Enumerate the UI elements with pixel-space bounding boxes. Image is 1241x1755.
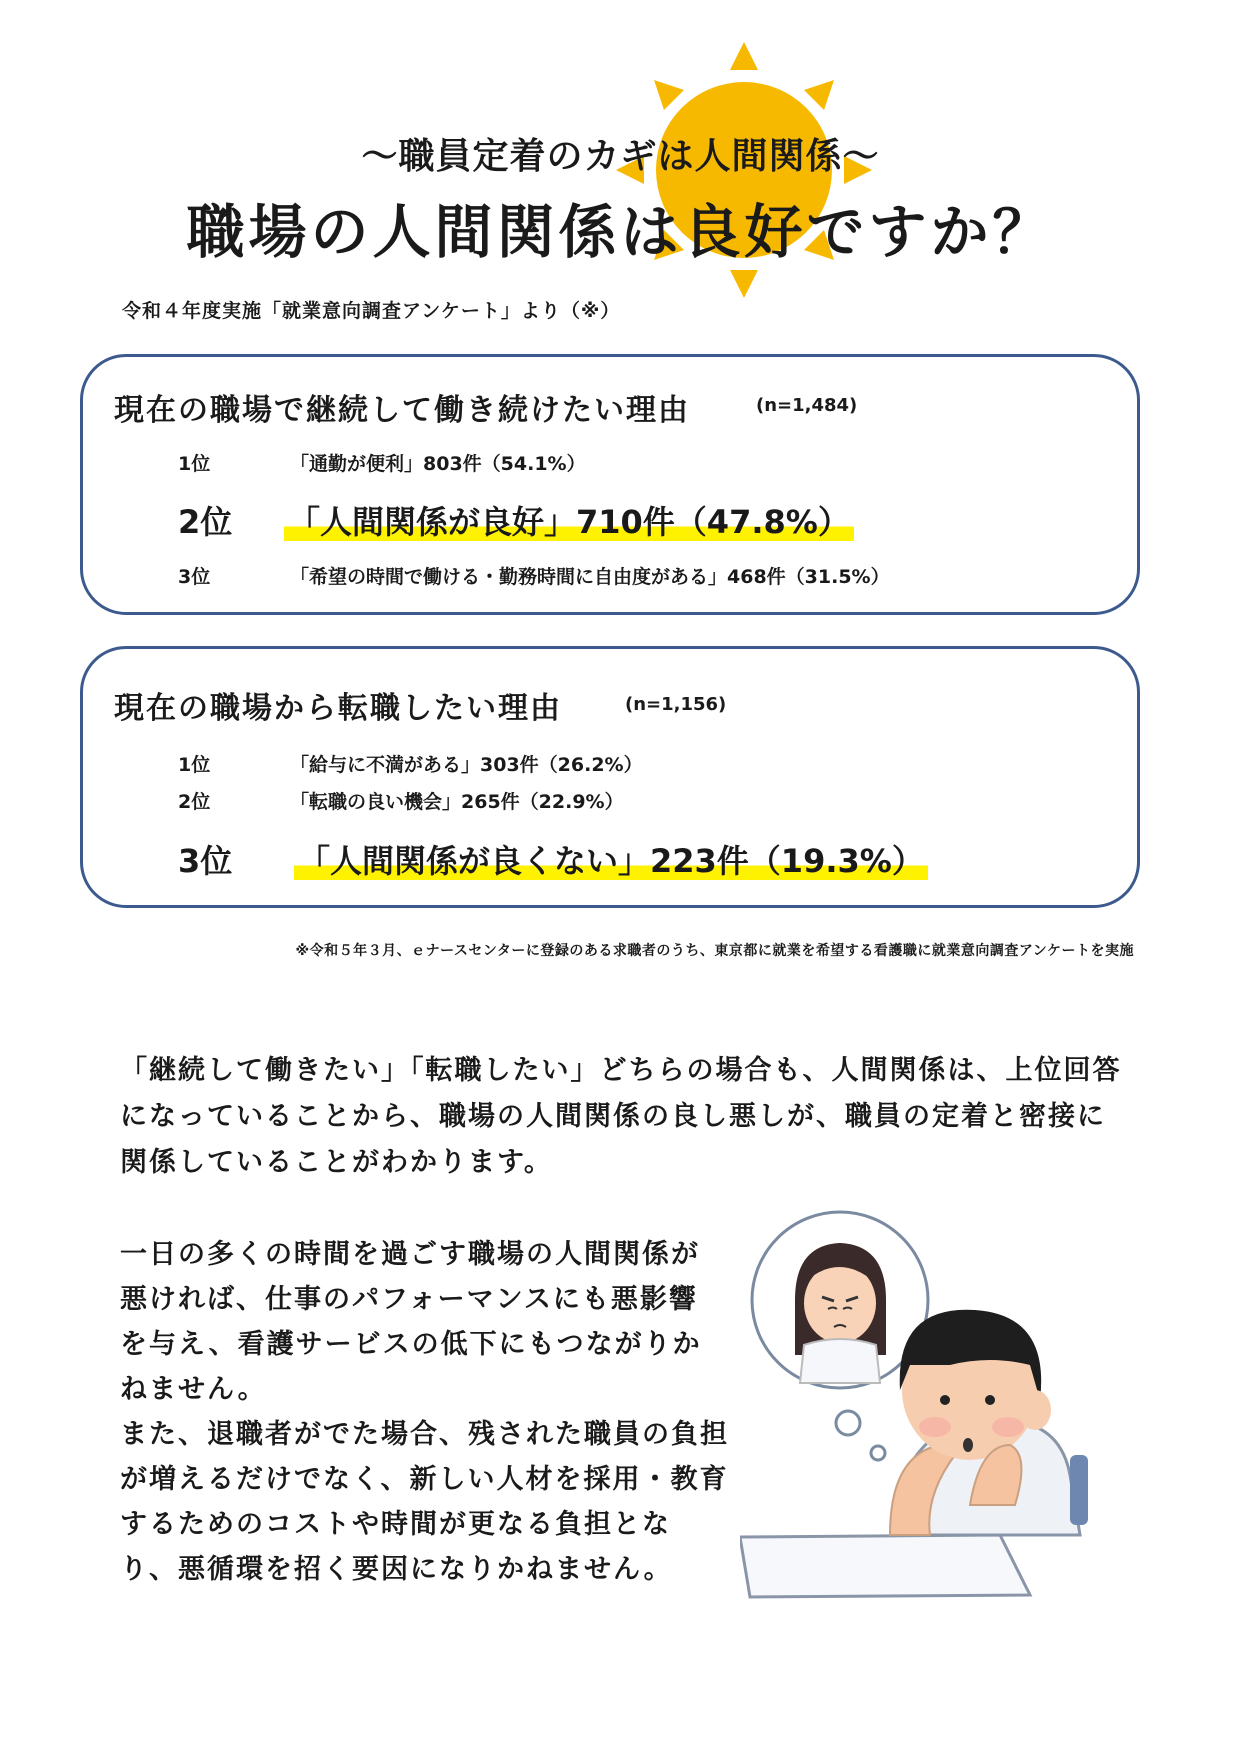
footnote: ※令和５年３月、ｅナースセンターに登録のある求職者のうち、東京都に就業を希望する看護職に就業意向調査アンケートを実施 — [295, 943, 1134, 959]
paragraph-line: り、悪循環を招く要因になりかねません。 — [120, 1554, 673, 1585]
paragraph-line: が増えるだけでなく、新しい人材を採用・教育 — [120, 1464, 729, 1495]
continue-item-1: 「通勤が便利」803件（54.1%） — [290, 453, 586, 475]
continue-reasons-title: 現在の職場で継続して働き続けたい理由 — [114, 393, 690, 428]
continue-item-3: 「希望の時間で働ける・勤務時間に自由度がある」468件（31.5%） — [290, 566, 890, 588]
paragraph-line: するためのコストや時間が更なる負担とな — [120, 1509, 671, 1540]
page-title: 職場の人間関係は良好ですか？ — [186, 198, 1055, 266]
continue-item-2-highlight: 「人間関係が良好」710件（47.8%） — [284, 503, 854, 541]
paragraph-line: 悪ければ、仕事のパフォーマンスにも悪影響 — [120, 1284, 698, 1315]
change-job-reasons-title: 現在の職場から転職したい理由 — [114, 691, 562, 726]
change-item-1: 「給与に不満がある」303件（26.2%） — [290, 754, 643, 776]
body-paragraph-1: 「継続して働きたい」「転職したい」どちらの場合も、人間関係は、上位回答になっていることから、職場の人間関係の良し悪しが、職員の定着と密接に関係していることがわかります。 — [120, 1055, 1122, 1178]
body-paragraph-2 — [120, 1232, 729, 1592]
page-subtitle: 〜職員定着のカギは人間関係〜 — [361, 136, 880, 177]
paragraph-line: ねません。 — [120, 1374, 267, 1405]
continue-reasons-n: (n=1,484) — [756, 395, 858, 416]
change-item-3-highlight: 「人間関係が良くない」223件（19.3%） — [294, 842, 928, 880]
continue-rank-2: 2位 — [178, 503, 233, 541]
change-rank-1: 1位 — [178, 754, 211, 776]
paragraph-line: 一日の多くの時間を過ごす職場の人間関係が — [120, 1239, 700, 1270]
change-rank-2: 2位 — [178, 791, 211, 813]
continue-rank-1: 1位 — [178, 453, 211, 475]
continue-rank-3: 3位 — [178, 566, 211, 588]
survey-source: 令和４年度実施「就業意向調査アンケート」より（※） — [122, 300, 621, 322]
paragraph-line: また、退職者がでた場合、残された職員の負担 — [120, 1419, 729, 1450]
change-item-2: 「転職の良い機会」265件（22.9%） — [290, 791, 624, 813]
paragraph-line: を与え、看護サービスの低下にもつながりか — [120, 1329, 702, 1360]
change-job-reasons-n: (n=1,156) — [625, 694, 727, 715]
change-rank-3: 3位 — [178, 842, 233, 880]
worried-worker-illustration — [740, 1205, 1160, 1605]
